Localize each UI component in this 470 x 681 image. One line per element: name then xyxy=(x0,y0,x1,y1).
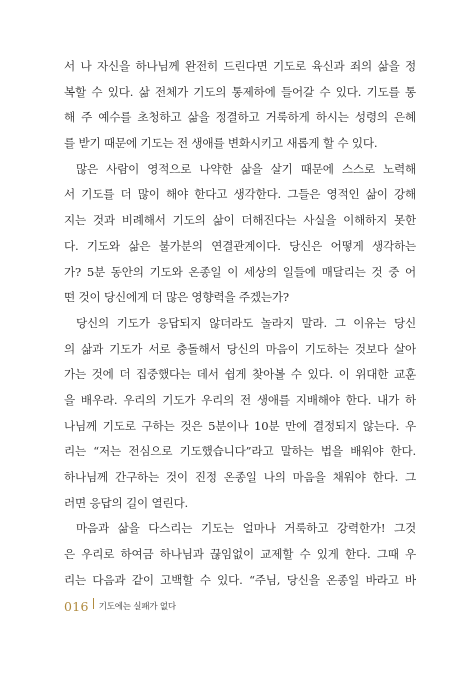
text-line: 지는 것과 비례해서 기도의 삶이 더해진다는 사실을 이해하지 못한 xyxy=(64,213,416,228)
running-title: 기도에는 실패가 없다 xyxy=(98,602,176,612)
text-line: 나님께 기도로 구하는 것은 5분이나 10분 만에 결정되지 않는다. 우 xyxy=(64,418,416,433)
text-line: 하나님께 간구하는 것이 진정 온종일 나의 마음을 채워야 한다. 그 xyxy=(64,470,416,484)
text-line: 떤 것이 당신에게 더 많은 영향력을 주겠는가? xyxy=(64,290,289,305)
text-line: 가? 5분 동안의 기도와 온종일 이 세상의 일들에 매달리는 것 중 어 xyxy=(64,264,416,279)
text-line: 의 삶과 기도가 서로 충돌해서 당신의 마음이 기도하는 것보다 살아 xyxy=(64,341,416,356)
text-line: 을 배우라. 우리의 기도가 우리의 전 생애를 지배해야 한다. 내가 하 xyxy=(64,392,416,407)
text-line: 다. 기도와 삶은 불가분의 연결관계이다. 당신은 어떻게 생각하는 xyxy=(64,238,416,253)
text-line: 서 나 자신을 하나님께 완전히 드린다면 기도로 육신과 죄의 삶을 정 xyxy=(64,59,416,73)
page-number: 016 xyxy=(64,598,89,614)
text-line: 은 우리로 하여금 하나님과 끊임없이 교제할 수 있게 한다. 그때 우 xyxy=(64,547,416,562)
body-text xyxy=(64,54,416,593)
text-line: 를 받기 때문에 기도는 전 생애를 변화시키고 새롭게 할 수 있다. xyxy=(64,136,378,151)
text-line: 당신의 기도가 응답되지 않더라도 놀라지 말라. 그 이유는 당신 xyxy=(76,315,416,330)
text-line: 마음과 삶을 다스리는 기도는 얼마나 거룩하고 강력한가! 그것 xyxy=(76,521,416,536)
text-line: 해 주 예수를 초청하고 삶을 정결하고 거룩하게 하시는 성령의 은혜 xyxy=(64,110,416,125)
text-line: 서 기도를 더 많이 해야 한다고 생각한다. 그들은 영적인 삶이 강해 xyxy=(64,187,416,202)
text-line: 리는 다음과 같이 고백할 수 있다. “주님, 당신을 온종일 바라고 바 xyxy=(64,572,416,587)
footer-separator xyxy=(93,598,94,609)
text-line: 많은 사람이 영적으로 나약한 삶을 살기 때문에 스스로 노력해 xyxy=(76,161,416,176)
text-line: 러면 응답의 길이 열린다. xyxy=(64,495,188,510)
text-line: 리는 “저는 전심으로 기도했습니다”라고 말하는 법을 배워야 한다. xyxy=(64,444,416,459)
text-line: 가는 것에 더 집중했다는 데서 쉽게 찾아볼 수 있다. 이 위대한 교훈 xyxy=(64,367,416,382)
text-line: 복할 수 있다. 삶 전체가 기도의 통제하에 들어갈 수 있다. 기도를 통 xyxy=(64,84,416,99)
page-footer xyxy=(64,598,176,614)
